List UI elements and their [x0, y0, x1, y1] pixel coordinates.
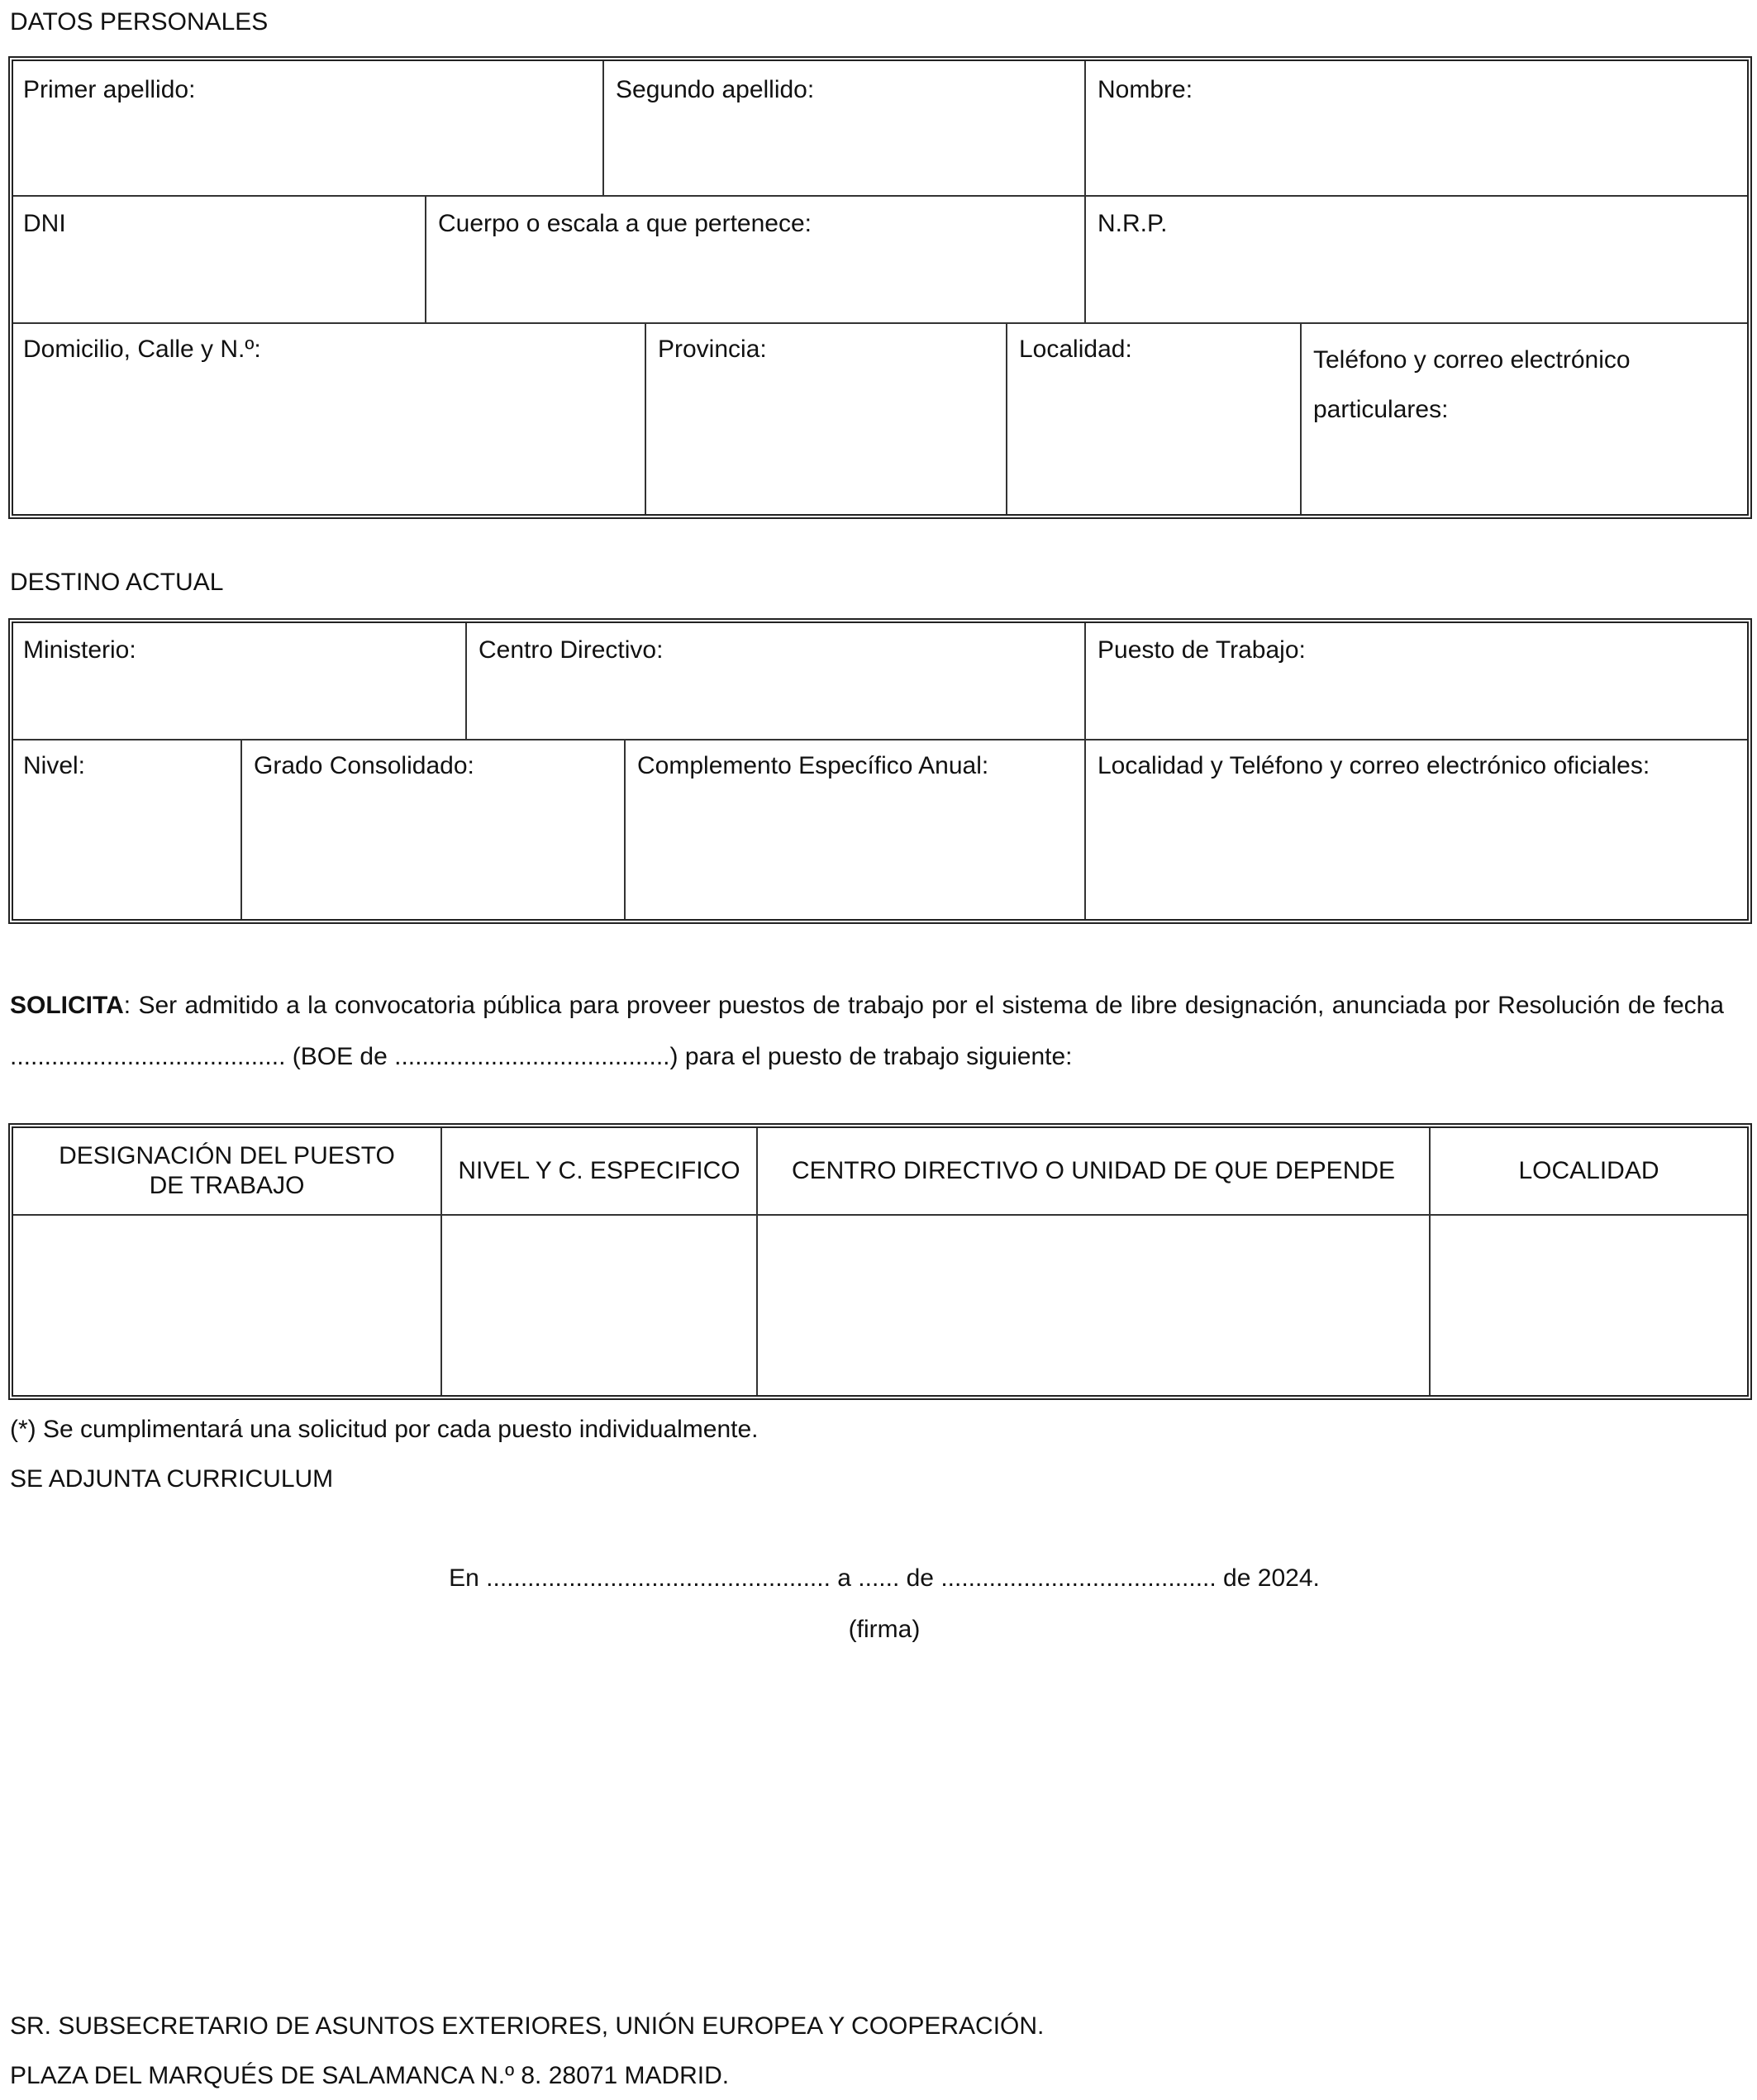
field-puesto-trabajo-box[interactable]: [1086, 623, 1747, 740]
label-localidad: Localidad:: [1019, 336, 1132, 363]
field-nivel-box[interactable]: [13, 740, 242, 919]
label-centro-directivo: Centro Directivo:: [479, 636, 664, 664]
header-centro-text: CENTRO DIRECTIVO O UNIDAD DE QUE DEPENDE: [791, 1157, 1396, 1184]
header-designacion: [13, 1128, 442, 1216]
label-primer-apellido-text: Primer apellido:: [23, 76, 196, 103]
label-domicilio: Domicilio, Calle y N.º:: [23, 336, 261, 363]
addressee-line-1: SR. SUBSECRETARIO DE ASUNTOS EXTERIORES, UNIÓN EUROPEA Y COOPERACIÓN.: [10, 2012, 1045, 2040]
field-localidad-oficial-box[interactable]: [1086, 740, 1747, 919]
solicita-text: : Ser admitido a la convocatoria pública para proveer puestos de trabajo por el sistema de libre designación, anunciada por Resolución de fecha ........................................ (BOE de ........................................) para el puesto de trabajo siguiente:: [10, 992, 1724, 1070]
header-localidad: [1431, 1128, 1747, 1216]
label-grado-consolidado: Grado Consolidado:: [254, 752, 474, 779]
solicita-label: SOLICITA: [10, 992, 124, 1019]
note-curriculum: SE ADJUNTA CURRICULUM: [10, 1465, 334, 1493]
header-nivel-c-especifico: [442, 1128, 758, 1216]
field-grado-consolidado-box[interactable]: [242, 740, 626, 919]
field-complemento-especifico-box[interactable]: [626, 740, 1086, 919]
header-centro-directivo: [758, 1128, 1431, 1216]
field-provincia-box[interactable]: [646, 324, 1007, 514]
place-date-line: En .................................................. a ...... de ........................................ de 2024.: [449, 1564, 1320, 1592]
cell-designacion-input[interactable]: [13, 1216, 442, 1395]
label-complemento-especifico: Complemento Específico Anual:: [637, 752, 989, 779]
firma-label: (firma): [848, 1616, 921, 1643]
field-telefono-particular-box[interactable]: [1302, 324, 1747, 514]
addressee-line-2: PLAZA DEL MARQUÉS DE SALAMANCA N.º 8. 28071 MADRID.: [10, 2062, 730, 2089]
label-localidad-oficial: Localidad y Teléfono y correo electrónico oficiales:: [1098, 752, 1650, 779]
field-nrp-box[interactable]: [1086, 197, 1747, 324]
solicita-paragraph: [10, 980, 1724, 1083]
cell-localidad-input[interactable]: [1431, 1216, 1747, 1395]
section-title-datos-personales: DATOS PERSONALES: [10, 8, 269, 36]
label-dni: DNI: [23, 210, 66, 237]
cell-nivel-input[interactable]: [442, 1216, 758, 1395]
note-individual: (*) Se cumplimentará una solicitud por cada puesto individualmente.: [10, 1416, 759, 1443]
field-centro-directivo-box[interactable]: [467, 623, 1086, 740]
label-cuerpo-escala: Cuerpo o escala a que pertenece:: [438, 210, 812, 237]
label-nrp: N.R.P.: [1098, 210, 1168, 237]
field-primer-apellido-box[interactable]: [13, 61, 604, 197]
datos-personales-frame: [8, 56, 1752, 519]
field-ministerio-box[interactable]: [13, 623, 467, 740]
label-telefono-particular: Teléfono y correo electrónico particulares:: [1313, 346, 1631, 423]
header-localidad-text: LOCALIDAD: [1518, 1157, 1659, 1184]
field-cuerpo-escala-box[interactable]: [426, 197, 1086, 324]
label-provincia: Provincia:: [658, 336, 767, 363]
cell-centro-input[interactable]: [758, 1216, 1431, 1395]
label-segundo-apellido-text: Segundo apellido:: [616, 76, 815, 103]
label-ministerio: Ministerio:: [23, 636, 136, 664]
header-nivel-text: NIVEL Y C. ESPECIFICO: [458, 1157, 740, 1184]
label-nombre-text: Nombre:: [1098, 76, 1193, 103]
field-nombre-box[interactable]: [1086, 61, 1747, 197]
section-title-destino-actual: DESTINO ACTUAL: [10, 569, 224, 596]
field-domicilio-box[interactable]: [13, 324, 646, 514]
field-localidad-box[interactable]: [1007, 324, 1302, 514]
field-segundo-apellido-box[interactable]: [604, 61, 1086, 197]
field-dni-box[interactable]: [13, 197, 426, 324]
destino-actual-frame: [8, 618, 1752, 924]
label-puesto-trabajo: Puesto de Trabajo:: [1098, 636, 1306, 664]
label-nivel: Nivel:: [23, 752, 86, 779]
header-designacion-text: DESIGNACIÓN DEL PUESTO DE TRABAJO: [59, 1142, 395, 1199]
puesto-table: [8, 1123, 1752, 1400]
